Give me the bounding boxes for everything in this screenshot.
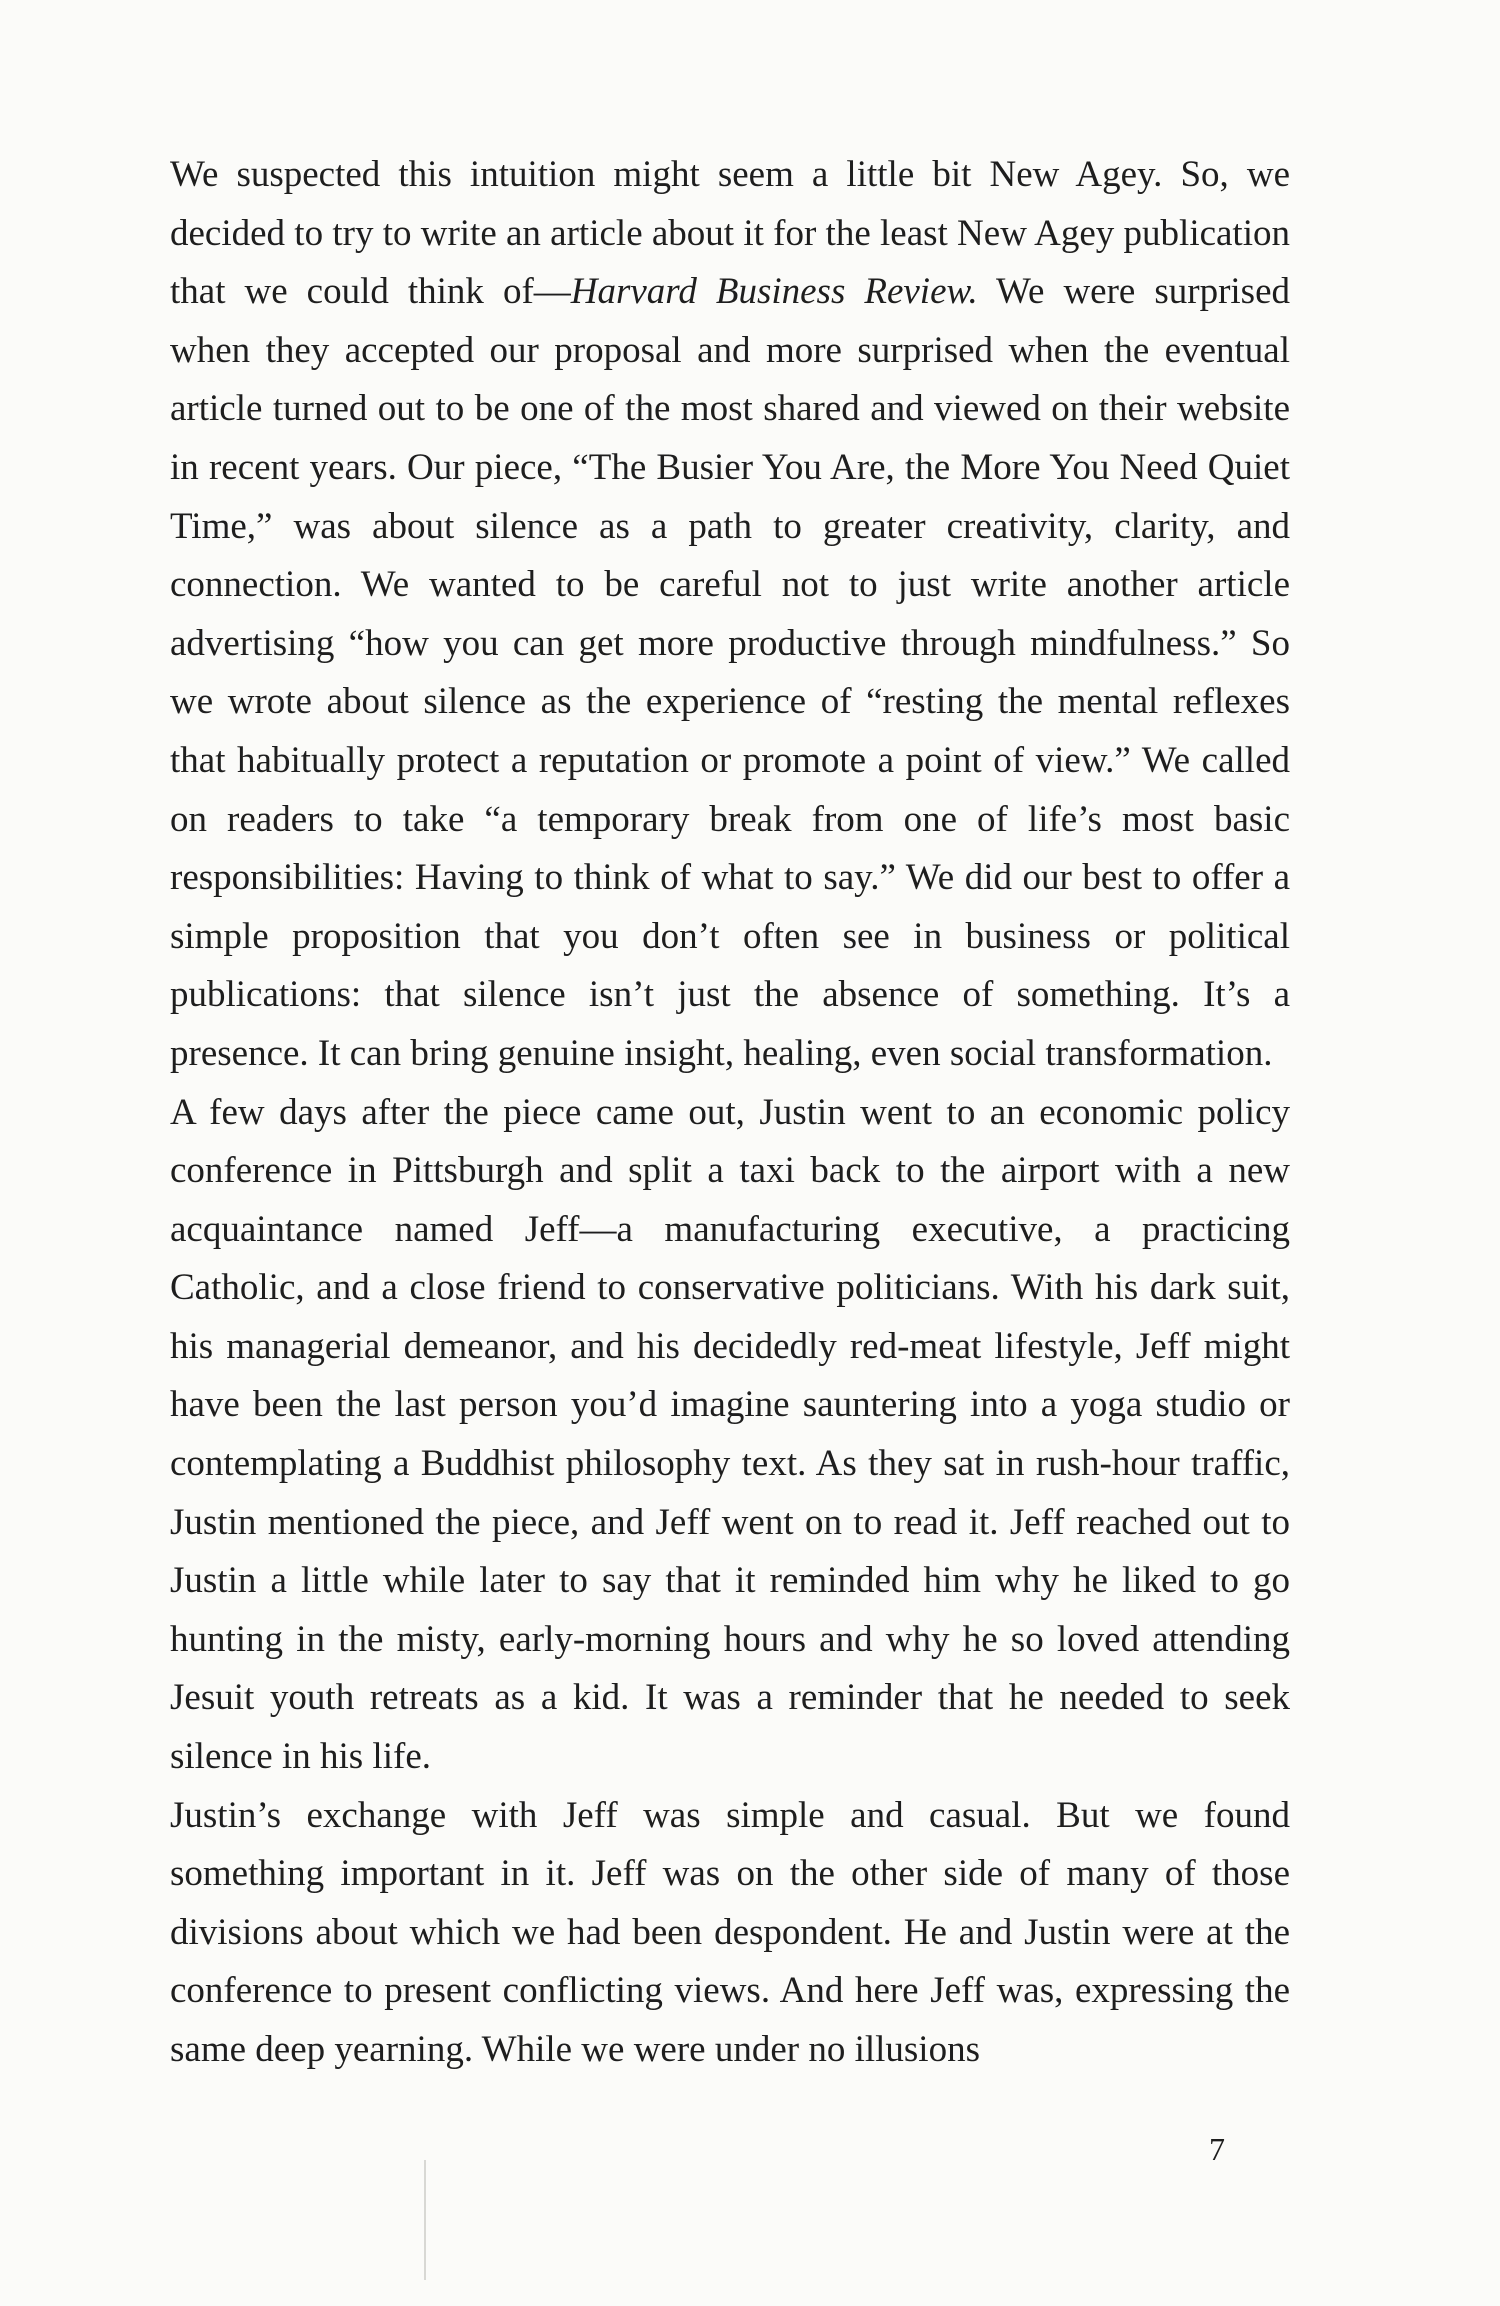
scan-artifact-line xyxy=(424,2160,426,2280)
paragraph-1 xyxy=(170,146,1290,1084)
page-number: 7 xyxy=(1209,2131,1225,2167)
publication-title: Harvard Business Review. xyxy=(570,271,978,313)
body-text xyxy=(170,146,1290,2080)
paragraph-1-text-before: We suspected this intuition might seem a little bit New Agey. So, we decided to try to write an article about it for the least New Agey publication that we could think of— xyxy=(170,154,1290,313)
paragraph-3: Justin’s exchange with Jeff was simple and casual. But we found something important in it. Jeff was on the other side of many of those divisions about which we had been despondent. He and Justin were at the conference to present conflicting views. And here Jeff was, expressing the same deep yearning. While we were under no illusions xyxy=(170,1794,1290,2070)
paragraph-2: A few days after the piece came out, Justin went to an economic policy conference in Pittsburgh and split a taxi back to the airport with a new acquaintance named Jeff—a manufacturing executive, a practicing Catholic, and a close friend to conservative politicians. With his dark suit, his managerial demeanor, and his decidedly red-meat lifestyle, Jeff might have been the last person you’d imagine sauntering into a yoga studio or contemplating a Buddhist philosophy text. As they sat in rush-hour traffic, Justin mentioned the piece, and Jeff went on to read it. Jeff reached out to Justin a little while later to say that it reminded him why he liked to go hunting in the misty, early-morning hours and why he so loved attending Jesuit youth retreats as a kid. It was a reminder that he needed to seek silence in his life. xyxy=(170,1091,1290,1778)
paragraph-1-text-after: We were surprised when they accepted our proposal and more surprised when the eventual article turned out to be one of the most shared and viewed on their website in recent years. Our piece, “The Busier You Are, the More You Need Quiet Time,” was about silence as a path to greater creativity, clarity, and connection. We wanted to be careful not to just write another article advertising “how you can get more productive through mindfulness.” So we wrote about silence as the experience of “resting the mental reflexes that habitually protect a reputation or promote a point of view.” We called on readers to take “a temporary break from one of life’s most basic responsibilities: Having to think of what to say.” We did our best to offer a simple proposition that you don’t often see in business or political publications: that silence isn’t just the absence of something. It’s a presence. It can bring genuine insight, healing, even social transformation. xyxy=(170,271,1290,1074)
